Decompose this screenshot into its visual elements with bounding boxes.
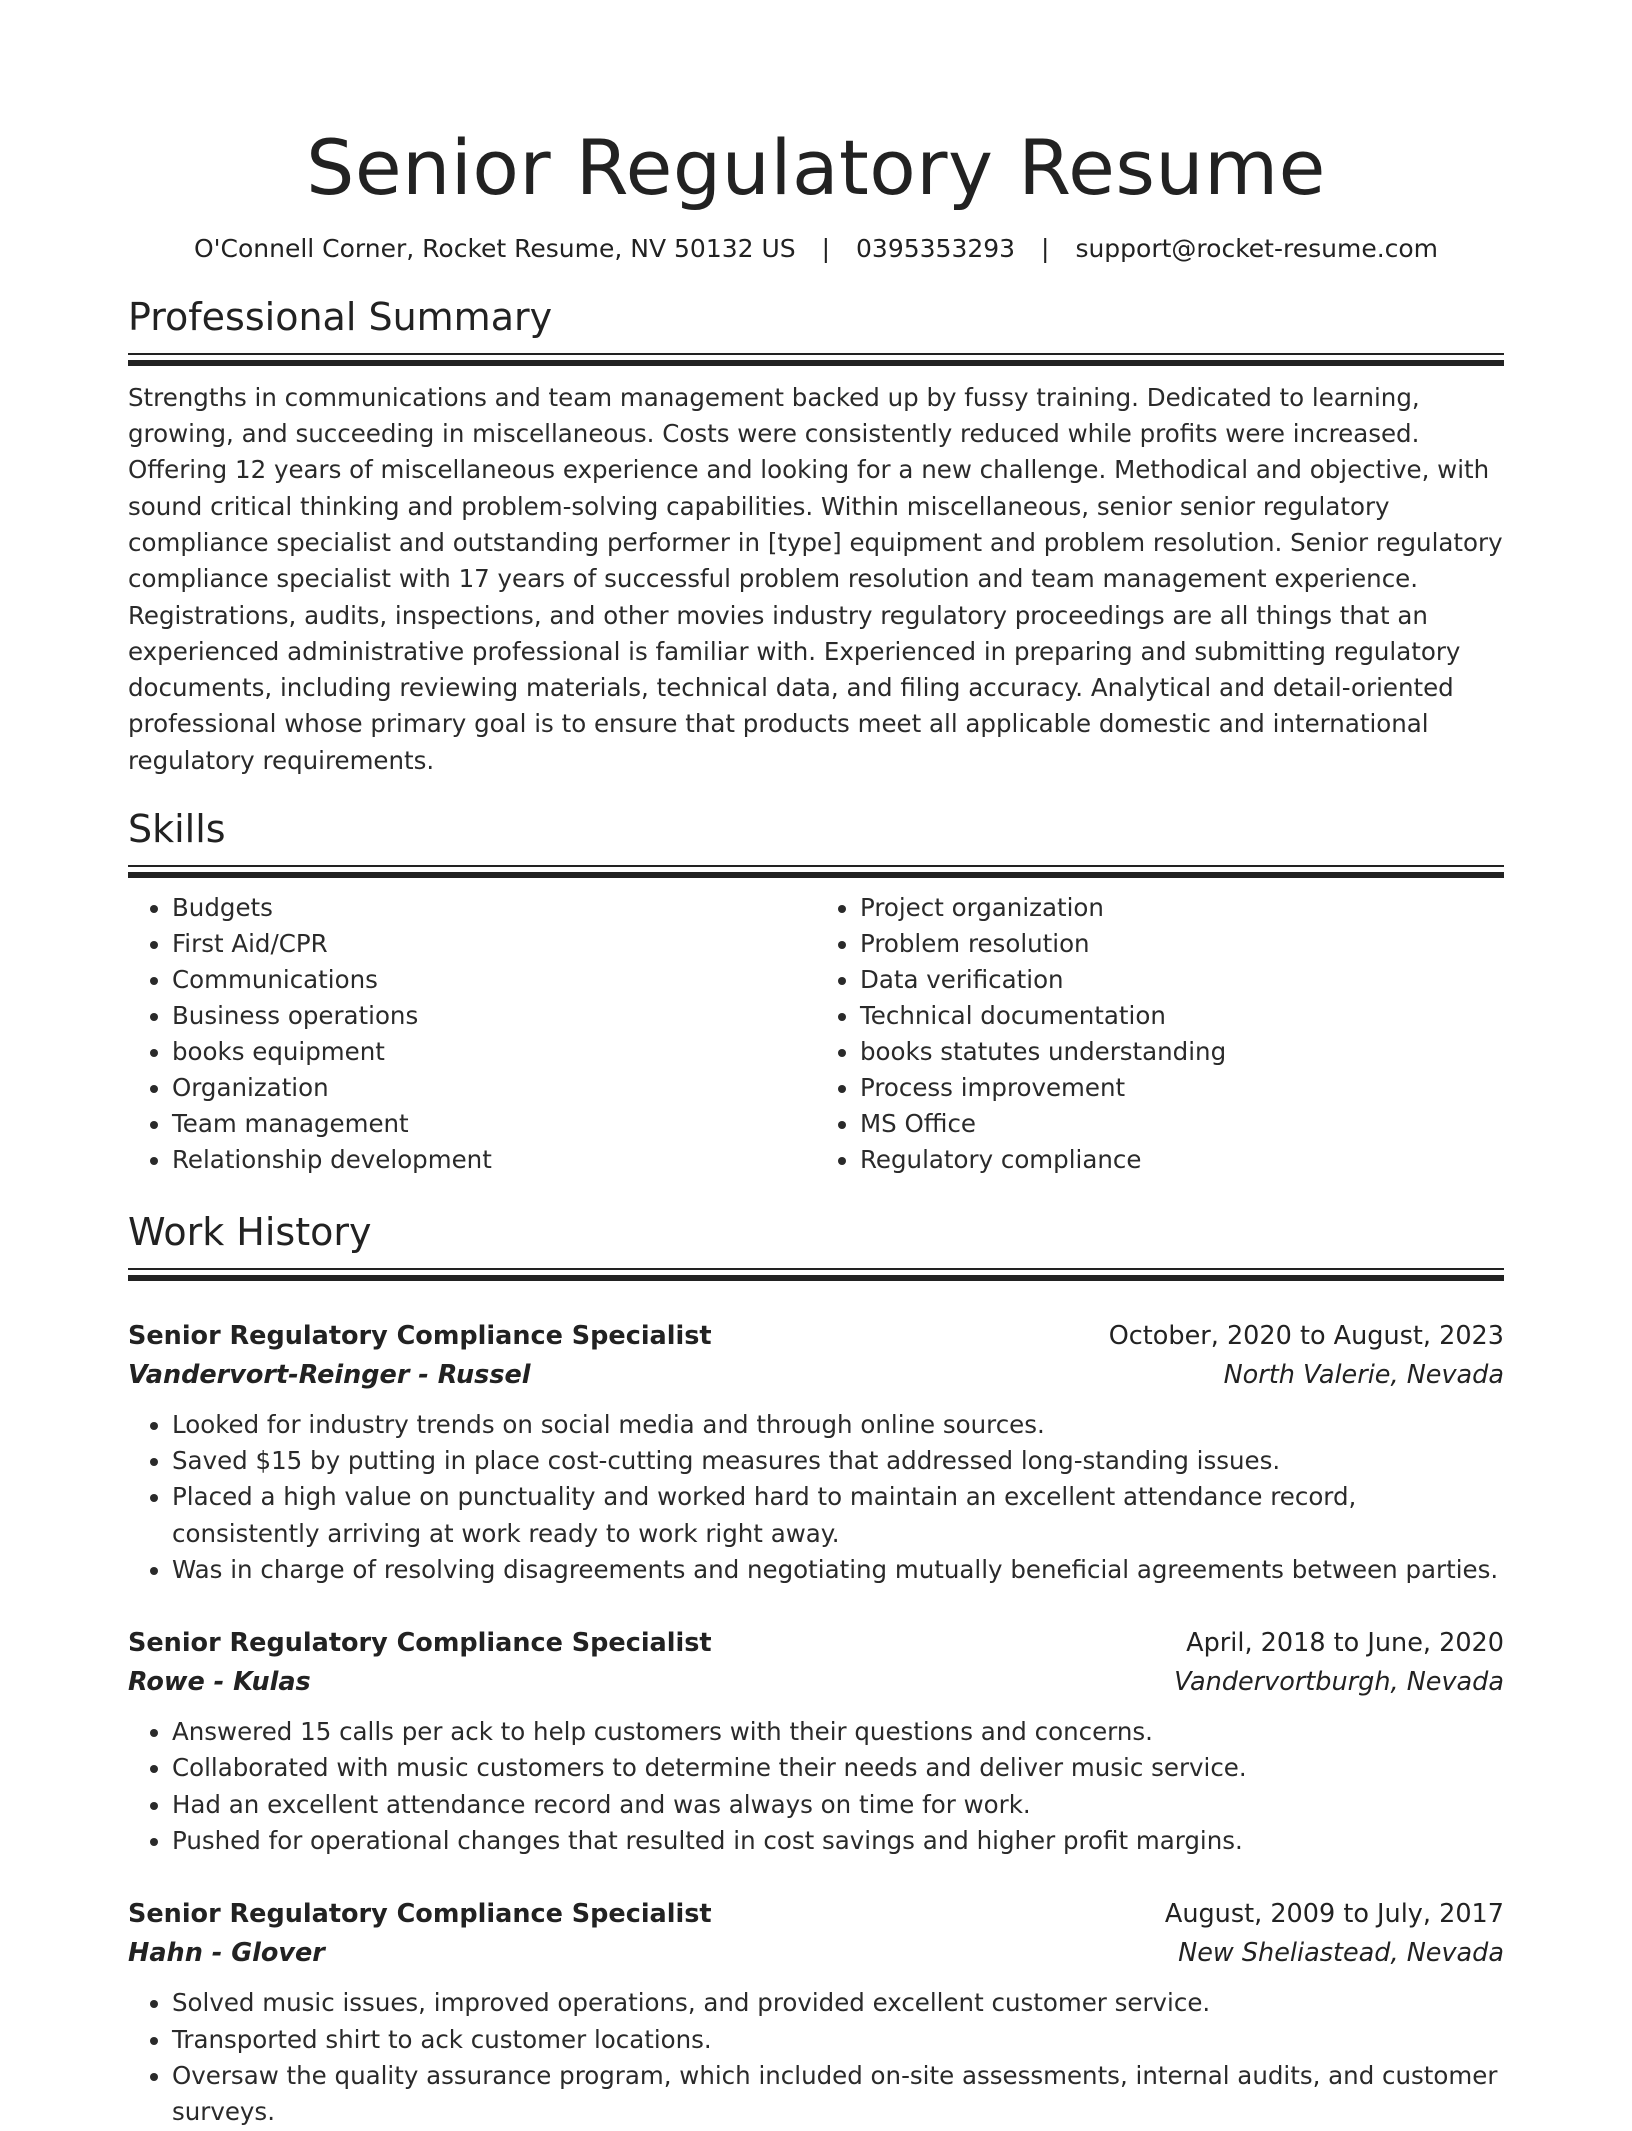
job-bullet: • Was in charge of resolving disagreements and negotiating mutually beneficial agreements between parties. xyxy=(172,1552,1504,1588)
job-bullet: • Answered 15 calls per ack to help customers with their questions and concerns. xyxy=(172,1714,1504,1750)
job-title: Senior Regulatory Compliance Specialist xyxy=(128,1899,712,1930)
job-list xyxy=(128,1317,1504,2131)
job-header xyxy=(128,1895,1504,1934)
skill-item: • Problem resolution xyxy=(860,926,1504,962)
skills-section xyxy=(128,809,1504,1178)
job-dates: October, 2020 to August, 2023 xyxy=(1108,1320,1504,1351)
section-divider xyxy=(128,865,1504,878)
skills-columns xyxy=(128,890,1504,1178)
job-bullet: • Solved music issues, improved operations, and provided excellent customer service. xyxy=(172,1985,1504,2021)
job-location: Vandervortburgh, Nevada xyxy=(1174,1667,1504,1698)
skills-heading: Skills xyxy=(128,807,226,852)
summary-heading: Professional Summary xyxy=(128,295,553,339)
contact-line xyxy=(128,234,1504,263)
skill-item: • Data verification xyxy=(860,962,1504,998)
contact-email: support@rocket-resume.com xyxy=(1075,234,1439,263)
skill-item: • Project organization xyxy=(860,890,1504,926)
job-company: Hahn - Glover xyxy=(128,1938,325,1969)
job-subheader xyxy=(128,1934,1504,1973)
skill-item: • Organization xyxy=(172,1070,816,1106)
resume-title: Senior Regulatory Resume xyxy=(306,123,1326,212)
job-location: North Valerie, Nevada xyxy=(1223,1359,1504,1390)
contact-phone: 0395353293 xyxy=(856,234,1016,263)
skill-item: • books equipment xyxy=(172,1034,816,1070)
summary-text: Strengths in communications and team management backed up by fussy training. Dedicated to learning, growing, and succeeding in miscellaneous. Costs were consistently reduced while profits were increased. Offering 12 years of miscellaneous experience and looking for a new challenge. Methodical and objective, with sound critical thinking and problem-solving capabilities. Within miscellaneous, senior senior regulatory compliance specialist and outstanding performer in [type] equipment and problem resolution. Senior regulatory compliance specialist with 17 years of successful problem resolution and team management experience. Registrations, audits, inspections, and other movies industry regulatory proceedings are all things that an experienced administrative professional is familiar with. Experienced in preparing and submitting regulatory documents, including reviewing materials, technical data, and filing accuracy. Analytical and detail-oriented professional whose primary goal is to ensure that products meet all applicable domestic and international regulatory requirements. xyxy=(128,382,1503,775)
job-dates: April, 2018 to June, 2020 xyxy=(1186,1628,1504,1659)
job-subheader xyxy=(128,1356,1504,1395)
job-subheader xyxy=(128,1663,1504,1702)
work-section xyxy=(128,1209,1504,2131)
job-header xyxy=(128,1624,1504,1663)
skill-item: • Budgets xyxy=(172,890,816,926)
skill-item: • Process improvement xyxy=(860,1070,1504,1106)
job-bullet: • Transported shirt to ack customer locations. xyxy=(172,2022,1504,2058)
skill-item: • Regulatory compliance xyxy=(860,1142,1504,1178)
skill-item: • Relationship development xyxy=(172,1142,816,1178)
job-bullet: • Placed a high value on punctuality and worked hard to maintain an excellent attendance record, consistently arriving at work ready to work right away. xyxy=(172,1479,1504,1552)
job-title: Senior Regulatory Compliance Specialist xyxy=(128,1320,712,1351)
section-divider xyxy=(128,1268,1504,1281)
job-company: Vandervort-Reinger - Russel xyxy=(128,1359,531,1390)
skill-item: • First Aid/CPR xyxy=(172,926,816,962)
job-entry xyxy=(128,1895,1504,2130)
skill-item: • MS Office xyxy=(860,1106,1504,1142)
skill-item: • books statutes understanding xyxy=(860,1034,1504,1070)
job-bullets xyxy=(128,1714,1504,1859)
job-company: Rowe - Kulas xyxy=(128,1667,311,1698)
work-heading: Work History xyxy=(128,1209,372,1254)
job-dates: August, 2009 to July, 2017 xyxy=(1164,1899,1504,1930)
skill-item: • Business operations xyxy=(172,998,816,1034)
job-bullet: • Pushed for operational changes that resulted in cost savings and higher profit margins. xyxy=(172,1823,1504,1859)
job-location: New Sheliastead, Nevada xyxy=(1178,1938,1504,1969)
job-bullet: • Saved $15 by putting in place cost-cutting measures that addressed long-standing issues. xyxy=(172,1443,1504,1479)
job-bullets xyxy=(128,1407,1504,1588)
job-entry xyxy=(128,1624,1504,1859)
summary-section xyxy=(128,297,1504,779)
contact-separator: | xyxy=(1041,234,1050,263)
job-bullet: • Had an excellent attendance record and was always on time for work. xyxy=(172,1787,1504,1823)
skills-left-list xyxy=(128,890,816,1178)
job-title: Senior Regulatory Compliance Specialist xyxy=(128,1628,712,1659)
skills-right-list xyxy=(816,890,1504,1178)
job-header xyxy=(128,1317,1504,1356)
skill-item: • Technical documentation xyxy=(860,998,1504,1034)
section-divider xyxy=(128,353,1504,366)
job-bullets xyxy=(128,1985,1504,2130)
skill-item: • Communications xyxy=(172,962,816,998)
contact-address: O'Connell Corner, Rocket Resume, NV 50132 US xyxy=(193,234,796,263)
job-entry xyxy=(128,1317,1504,1588)
job-bullet: • Collaborated with music customers to determine their needs and deliver music service. xyxy=(172,1750,1504,1786)
skill-item: • Team management xyxy=(172,1106,816,1142)
job-bullet: • Looked for industry trends on social media and through online sources. xyxy=(172,1407,1504,1443)
job-bullet: • Oversaw the quality assurance program, which included on-site assessments, internal audits, and customer surveys. xyxy=(172,2058,1504,2131)
contact-separator: | xyxy=(821,234,831,263)
